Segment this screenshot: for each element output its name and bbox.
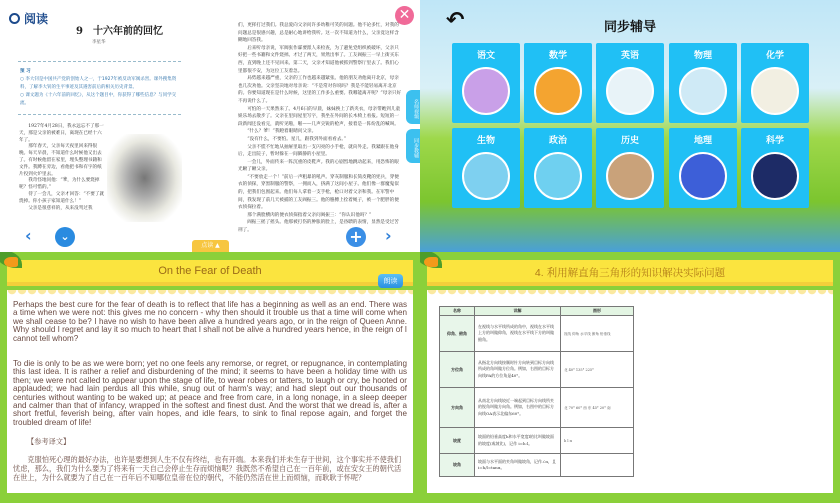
reference-text: 克服怕死心理的最好办法，也许是要想到人生不仅有终结，也有开端。本来我们并未生存于世间，这个事实并不使我们忧虑，那么，我们为什么要为了将来有一天自己会停止生存而烦恼呢？我既然不希望自己在一百年前，或在安女王的朝代活在世上，为什么就要为了自己在一百年后不知哪位皇帝在位的朝代，不能仍然活在世上而烦恼，而耿耿于怀呢？: [13, 455, 402, 483]
term-name: 仰角、俯角: [440, 316, 475, 352]
math-screen: [420, 252, 840, 503]
subject-label: 政治: [548, 136, 567, 146]
term-detail: 坡面与水平面的夹角叫做坡角，记作∠α，且 i=h/l=tanα。: [475, 454, 561, 477]
preview-heading: 预 习: [20, 69, 31, 74]
essay-paragraph: To die is only to be as we were born; yet no one feels any remorse, or regret, or repugnance, in contemplating this last idea. It is rather a relief and disburdening of the mind; it seems to have been a holiday time with us then; we were not called to appear upon the stage of life, to wear robes or tatters, to laugh or cry, be hooted or applauded; we had lain perdus all this while, snug out of harm's way; and had slept out our thousands of centuries without wanting to be waked up; at peace and free from care, in a long nonage, in a sleep deeper and calmer than that of infancy, wrapped in the softest and finest dust. And the worst that we dread is, after a short fretful, feverish being, after vain hopes, and idle fears, to sink to final repose again, and forget the troubled dream of life!: [13, 359, 407, 427]
paragraph: 那年春天，父亲每天夜里回来得很晚。每天早晨，不知道什么时候他又出去了。有时候他留在家里，埋头整理书籍和文件。我蹲在旁边，看他把书和有字的纸片投到火炉里去。: [19, 144, 102, 177]
subject-illustration: [751, 152, 799, 200]
term-detail: 坡面的铅垂高度h和水平宽度l的比叫做坡面的坡度(或坡比)，记作 i=h:l。: [475, 428, 561, 454]
point-read-button[interactable]: 点读 ▲: [192, 240, 229, 252]
add-button[interactable]: +: [346, 227, 366, 247]
paragraph: 后来听母亲说，军阀张作霖要派人来检查，为了避免党组织被破坏，父亲只好把一些书籍和文件烧掉。才过了两天，果然出事了。工友阎振三一早上街买东西，直到晚上还不见回来。第二天，父亲才知道他被抓到警察厅里去了。我们心里都很不安，为这位工友着急。: [238, 45, 399, 74]
term-detail: 从指北方向线按顺时针方向转到目标方向线所成的角叫做方位角。例如，右图的目标方向线PA的方位角是40°。: [475, 352, 561, 388]
header-bar: [7, 260, 413, 286]
subject-label: 地理: [693, 136, 712, 146]
reference-heading: 【参考译文】: [27, 437, 71, 447]
math-title: 4. 利用解直角三角形的知识解决实际问题: [534, 267, 726, 279]
tab-sync-guide[interactable]: 同步教辅: [406, 129, 420, 163]
knowledge-table: [439, 306, 634, 477]
subject-label: 英语: [620, 51, 639, 61]
right-page-text: [238, 22, 403, 244]
essay-content[interactable]: [7, 295, 413, 493]
figure-labels: 北 40° 135° 225°: [564, 367, 594, 372]
paragraph: 待了一会儿，父亲才回答：“不要了就烧掉。你小孩子家知道什么！”: [19, 191, 105, 204]
back-arrow-icon[interactable]: ↶: [446, 8, 465, 33]
essay-title: On the Fear of Death: [158, 265, 262, 277]
paragraph: 1927年4月28日，我永远忘不了那一天，那是父亲的被难日，离现在已经十六年了。: [19, 124, 104, 143]
col-header: 图形: [561, 307, 634, 316]
preview-line: ○ 课文题为《十六年前的回忆》，从这个题目中，你获得了哪些信息？与同学交流。: [20, 93, 177, 106]
reader-logo[interactable]: 阅读: [9, 10, 48, 27]
term-name: 坡度: [440, 428, 475, 454]
subject-tile[interactable]: [596, 128, 664, 208]
subject-label: 化学: [765, 51, 784, 61]
table-row: [440, 388, 634, 428]
table-row: [440, 316, 634, 352]
paragraph: “没有什么，不要怕。星儿，跟我到外面看看去。”: [247, 136, 347, 142]
paragraph: 一会儿，外面传来一阵沉重的皮鞋声。我的心剧烈地跳动起来，用恐怖的眼光瞅了瞅父亲。: [238, 159, 399, 173]
subject-tile[interactable]: [741, 43, 809, 123]
subject-illustration: [606, 67, 654, 115]
essay-screen: [0, 252, 420, 503]
clock-icon: [9, 13, 20, 24]
table-row: [440, 454, 634, 477]
term-figure: [561, 454, 634, 477]
essay-paragraph: Perhaps the best cure for the fear of death is to reflect that life has a beginning as well as an end. There was a time when we were not: this gives me no concern - why then should it trouble us that a time will come when we shall cease to be? I have no wish to have been alive a hundred years ago, or in the reign of Queen Anne. Why should I regret and lay it so much to heart that I shall not be alive a hundred years hence, in the reign of I cannot tell whom?: [13, 300, 407, 343]
subject-illustration: [534, 67, 582, 115]
subject-tile[interactable]: [524, 43, 592, 123]
paragraph: “什么？爹！”我瞪着眼睛问父亲。: [247, 129, 317, 135]
subject-illustration: [751, 67, 799, 115]
paragraph: 父亲不慌不忙地从抽屉里取出一支闪亮的小手枪，就向外走。我紧跟在他身后，走出院子，暂时躲在一间僻静的小屋里。: [238, 144, 399, 158]
subject-tile[interactable]: [669, 43, 737, 123]
subject-label: 科学: [765, 136, 784, 146]
subject-tile[interactable]: [452, 43, 520, 123]
math-content[interactable]: [427, 295, 833, 493]
close-button[interactable]: ✕: [395, 6, 414, 25]
textbook-reader: [0, 0, 420, 252]
table-row: [440, 352, 634, 388]
subject-tile[interactable]: [524, 128, 592, 208]
col-header: 详解: [475, 307, 561, 316]
bookmark-chevron-icon[interactable]: ⌄: [55, 227, 75, 247]
subject-illustration: [462, 67, 510, 115]
term-figure: [561, 316, 634, 352]
paragraph: 阎振三摇了摇头。他那被打伤的肿胀的脸上，是昏聩的表情，显然是受过苦刑了。: [238, 220, 399, 234]
paragraph: 们，更挥打过我们。我总爱向父亲问许多幼稚可笑的问题。他不论多忙，对我的问题总是很感兴趣，总是耐心地讲给我听。这一次不知道为什么，父亲竟这样含糊地回答我。: [238, 23, 399, 44]
subject-label: 语文: [476, 51, 495, 61]
tutoring-screen: [420, 0, 840, 252]
paragraph: 我奇怪地问他：“爹，为什么要烧掉呢？怪可惜的。”: [19, 178, 100, 191]
subject-tile[interactable]: [596, 43, 664, 123]
term-name: 坡角: [440, 454, 475, 477]
term-detail: 从南北方向线较近一端起到目标方向线所夹的锐角叫做方向角。例如，右图中的目标方向线OA表示北偏东60°。: [475, 388, 561, 428]
term-figure: [561, 428, 634, 454]
read-aloud-button[interactable]: 朗读: [378, 274, 403, 288]
tab-teacher-video[interactable]: 名师视频: [406, 90, 420, 124]
subject-illustration: [462, 152, 510, 200]
paragraph: 那个满脸横肉的便衣侦探指着父亲问阎振三：“你认识他吗？”: [247, 212, 372, 218]
paragraph: “不要放走一个！”前后一声粗暴的吼声。穿灰制服和长筒皮靴的宪兵，穿便衣的侦探，穿黑制服的警察，一拥而入，挤满了这间小屋子。他们像一群魔鬼似的，把我们包围起来。他们每人拿着一支手枪，枪口对着父亲和我。在军警中间，我发现了前几天被捕的工友阎振三。他的胳膊上拴着绳子，被一个肥胖的便衣侦探拉着。: [238, 174, 399, 211]
next-page-button[interactable]: ›: [385, 226, 392, 245]
paragraph: 父亲是很慈祥的，从来没骂过我: [28, 205, 93, 211]
preview-box: [18, 61, 181, 115]
back-button[interactable]: [424, 257, 438, 267]
table-row: [440, 428, 634, 454]
subject-illustration: [679, 67, 727, 115]
subject-label: 数学: [548, 51, 567, 61]
subject-label: 历史: [620, 136, 639, 146]
subject-illustration: [679, 152, 727, 200]
subject-tile[interactable]: [741, 128, 809, 208]
figure-labels: 视线 仰角 水平线 俯角 铅垂线: [564, 331, 611, 336]
subject-tile[interactable]: [452, 128, 520, 208]
subject-illustration: [606, 152, 654, 200]
paragraph: 可怕的一天果然来了。4月6日的早晨，妹妹换上了新夹衣，母亲带她到儿童娱乐场去散步了。父亲在里间屋里写字，我坐在外间的长木椅上看报。短短的一段新闻还没看完，就听见啪，啪——几声尖锐的枪声，接着是一阵纷乱的喊叫。: [238, 106, 401, 127]
subject-label: 物理: [693, 51, 712, 61]
page-title: 同步辅导: [603, 20, 656, 35]
col-header: 名称: [440, 307, 475, 316]
preview-line: ○ 李大钊是中国共产党的创始人之一，于1927年被反动军阀杀害。课外搜集资料，了解李大钊的生平事迹及其遇害前后的相关历史背景。: [20, 77, 177, 90]
subject-illustration: [534, 152, 582, 200]
term-figure: [561, 388, 634, 428]
left-page-text: [19, 124, 105, 212]
header-bar: [427, 260, 833, 286]
subject-tile[interactable]: [669, 128, 737, 208]
prev-page-button[interactable]: ‹: [25, 226, 32, 245]
portrait-illustration: [107, 134, 182, 222]
term-name: 方向角: [440, 388, 475, 428]
term-name: 方位角: [440, 352, 475, 388]
subject-label: 生物: [476, 136, 495, 146]
paragraph: 局势越来越严重，父亲的工作也越来越紧张。他的朋友劝他离开北京，母亲也几次劝他。父亲坚决地对母亲说：“不是常对你说吗？我是不能轻易离开北京的。你要知道现在是什么时候，这里的工作多么重要。我哪能离开呢？”母亲只好不再说什么了。: [238, 76, 402, 104]
lesson-author: 李星华: [92, 40, 106, 45]
term-figure: [561, 352, 634, 388]
term-detail: 在视线与水平线所成的角中，视线在水平线上方的叫做仰角，视线在水平线下方的叫做俯角。: [475, 316, 561, 352]
figure-labels: h l α: [564, 439, 572, 443]
figure-labels: 北 70° 60° 西 东 45° 20° 南: [564, 405, 611, 410]
lesson-title: 9 十六年前的回忆: [76, 26, 163, 37]
back-button[interactable]: [4, 257, 18, 267]
